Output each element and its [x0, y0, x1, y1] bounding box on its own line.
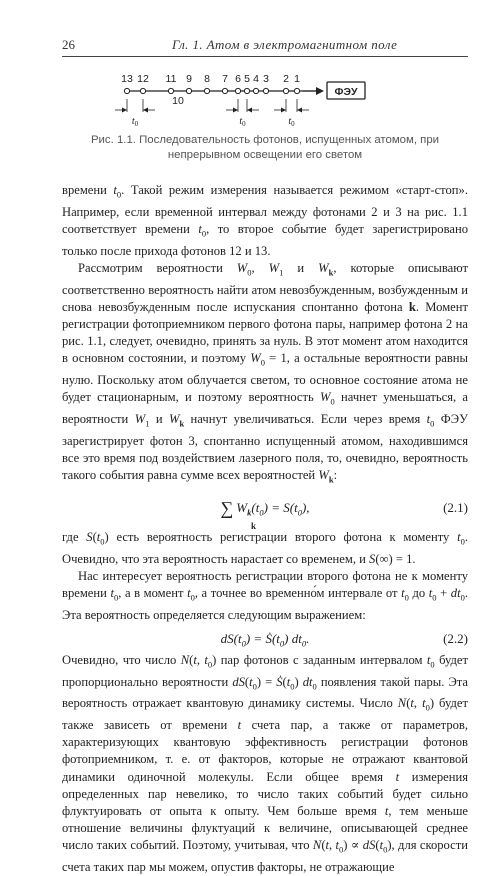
- interval-arrowhead: [297, 108, 302, 113]
- photon-dot: [283, 88, 288, 93]
- photon-label: 3: [263, 73, 269, 85]
- body-text: [62, 182, 468, 876]
- photon-dot: [244, 88, 249, 93]
- photon-dot: [168, 88, 173, 93]
- photon-label: 1: [294, 73, 300, 85]
- photon-dot: [186, 88, 191, 93]
- equation-number-2-1: (2.1): [443, 499, 468, 515]
- photon-dot: [140, 88, 145, 93]
- photon-dot: [253, 88, 258, 93]
- photon-label: 11: [165, 73, 177, 85]
- photon-label: 8: [204, 73, 210, 85]
- photon-label: 4: [253, 73, 259, 85]
- sum-index: k: [251, 520, 257, 531]
- photon-dot: [294, 88, 299, 93]
- photon-label: 13: [121, 73, 133, 85]
- figure-caption: Рис. 1.1. Последовательность фотонов, испущенных атомом, при непрерывном освещении его светом: [90, 134, 440, 161]
- photon-label: 7: [222, 73, 228, 85]
- interval-arrowhead: [281, 108, 286, 113]
- photon-label: 5: [244, 73, 250, 85]
- photon-dot: [263, 88, 268, 93]
- photon-dot: [235, 88, 240, 93]
- equation-2-1: ∑ $W_k(t_0) = S(t_0)$, k (2.1): [62, 489, 468, 529]
- detector-label: ФЭУ: [334, 86, 358, 98]
- interval-arrowhead: [122, 108, 127, 113]
- equation-2-2: $dS(t_0)$ = $Ṡ(t_0)$ $dt_0$. (2.2): [220, 630, 468, 649]
- photon-dot: [204, 88, 209, 93]
- paragraph-4: Нас интересует вероятность регистрации второго фотона не к моменту времени $t_0$, а в момент $t_0$, а точнее во временно́м интервале от $t_0$ до $t_0 + dt_0$. Эта вероятность определяется следующим выражением:: [62, 568, 468, 622]
- interval-label: $t_0$: [239, 116, 246, 128]
- running-head: Гл. 1. Атом в электромагнитном поле: [172, 37, 398, 52]
- photon-label: 6: [235, 73, 241, 85]
- page-number: 26: [62, 37, 75, 52]
- photon-dot: [222, 88, 227, 93]
- arrow-head: [316, 87, 324, 95]
- paragraph-5: Очевидно, что число N(t, $t_0$) пар фотонов с заданным интервалом $t_0$ будет пропорционально вероятности $dS(t_0)$ = $Ṡ(t_0)$ $dt_0$ появления такой пары. Эта вероятность отражает квантовую динамику системы. Число N(t, $t_0$) будет также зависеть от времени t счета пар, а также от параметров, характеризующих квантовую эффективность регистрации фотонов фотоприемником, т. е. от факторов, которые не отражают квантовой динамики одиночной молекулы. Если общее время t измерения определенных пар невелико, то число таких событий будет сильно флуктуировать от опыта к опыту. Чем больше время t, тем меньше отношение величины флуктуаций к величине, описывающей среднее число таких событий. Поэтому, учитывая, что N(t, $t_0) \propto dS(t_0)$, для скорости счета таких пар мы можем, опустив факторы, не отражающие: [62, 652, 469, 875]
- interval-arrowhead: [143, 108, 148, 113]
- equation-number-2-2: (2.2): [443, 630, 468, 646]
- photon-sequence-figure: [0, 70, 500, 130]
- photon-dot: [124, 88, 129, 93]
- paragraph-3: где $S(t_0)$ есть вероятность регистрации второго фотона к моменту $t_0$. Очевидно, что эта вероятность нарастает со временем, и S(∞) = 1.: [62, 529, 468, 566]
- page-header: [62, 34, 468, 57]
- photon-label: 9: [186, 73, 192, 85]
- paragraph-1: времени $t_0$. Такой режим измерения называется режимом «старт-стоп». Например, если временной интервал между фотонами 2 и 3 на рис. 1.1 соответствует времени $t_0$, то второе событие будет зарегистрировано только после прихода фотонов 12 и 13.: [62, 183, 468, 258]
- interval-arrowhead: [247, 108, 252, 113]
- interval-arrowhead: [233, 108, 238, 113]
- photon-label: 12: [137, 73, 149, 85]
- photon-label-under: 10: [172, 95, 184, 107]
- paragraph-2: Рассмотрим вероятности $W_0$, $W_1$ и $W_k$, которые описывают соответственно вероятность найти атом невозбужденным, возбужденным и снова невозбужденным после испускания спонтанно фотона k. Момент регистрации фотоприемником первого фотона пары, например фотона 2 на рис. 1.1, следует, очевидно, принять за нуль. В этот момент атом находится в основном состоянии, и поэтому $W_0 = 1$, а остальные вероятности равны нулю. Поскольку атом облучается светом, то основное состояние атома не будет стационарным, и поэтому вероятность $W_0$ начнет уменьшаться, а вероятности $W_1$ и $W_k$ начнут увеличиваться. Если через время $t_0$ ФЭУ зарегистрирует фотон 3, спонтанно испущенный атомом, находившимся все это время под воздействием лазерного поля, то, очевидно, вероятность такого события равна сумме всех вероятностей $W_k$:: [62, 260, 469, 485]
- interval-label: $t_0$: [131, 116, 139, 128]
- photon-label: 2: [283, 73, 289, 85]
- interval-label: $t_0$: [288, 116, 295, 128]
